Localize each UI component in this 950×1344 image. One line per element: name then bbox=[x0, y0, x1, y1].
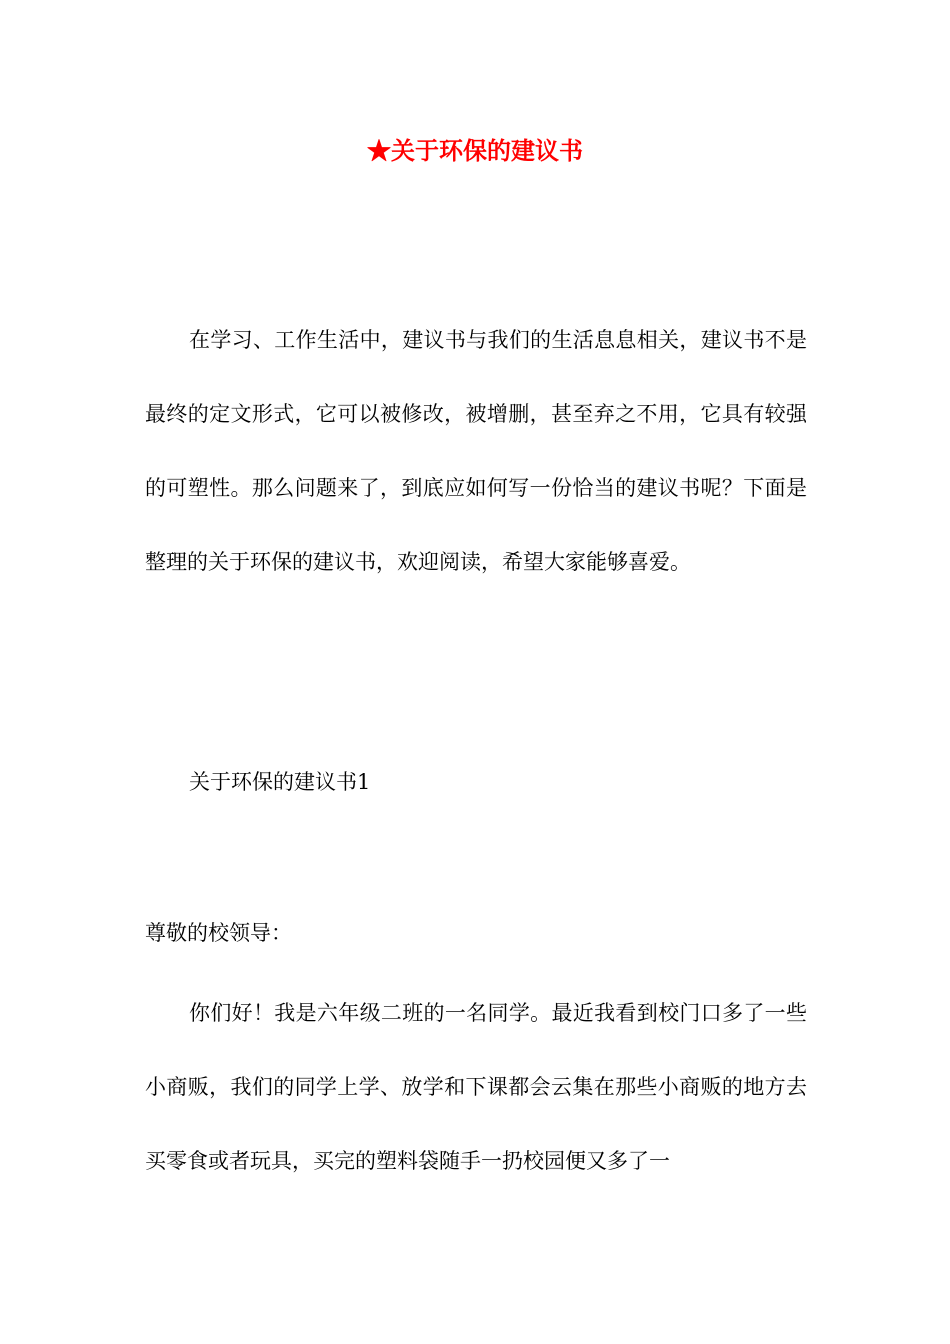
document-title: ★关于环保的建议书 bbox=[367, 136, 583, 165]
body-paragraph: 你们好！我是六年级二班的一名同学。最近我看到校门口多了一些小商贩，我们的同学上学、放学和下课都会云集在那些小商贩的地方去买零食或者玩具，买完的塑料袋随手一扔校园便又多了一 bbox=[145, 1001, 807, 1173]
salutation: 尊敬的校领导： bbox=[145, 921, 292, 945]
intro-paragraph: 在学习、工作生活中，建议书与我们的生活息息相关，建议书不是最终的定文形式，它可以被修改，被增删，甚至弃之不用，它具有较强的可塑性。那么问题来了，到底应如何写一份恰当的建议书呢？下面是整理的关于环保的建议书，欢迎阅读，希望大家能够喜爱。 bbox=[145, 328, 807, 574]
section-heading: 关于环保的建议书1 bbox=[189, 770, 371, 794]
